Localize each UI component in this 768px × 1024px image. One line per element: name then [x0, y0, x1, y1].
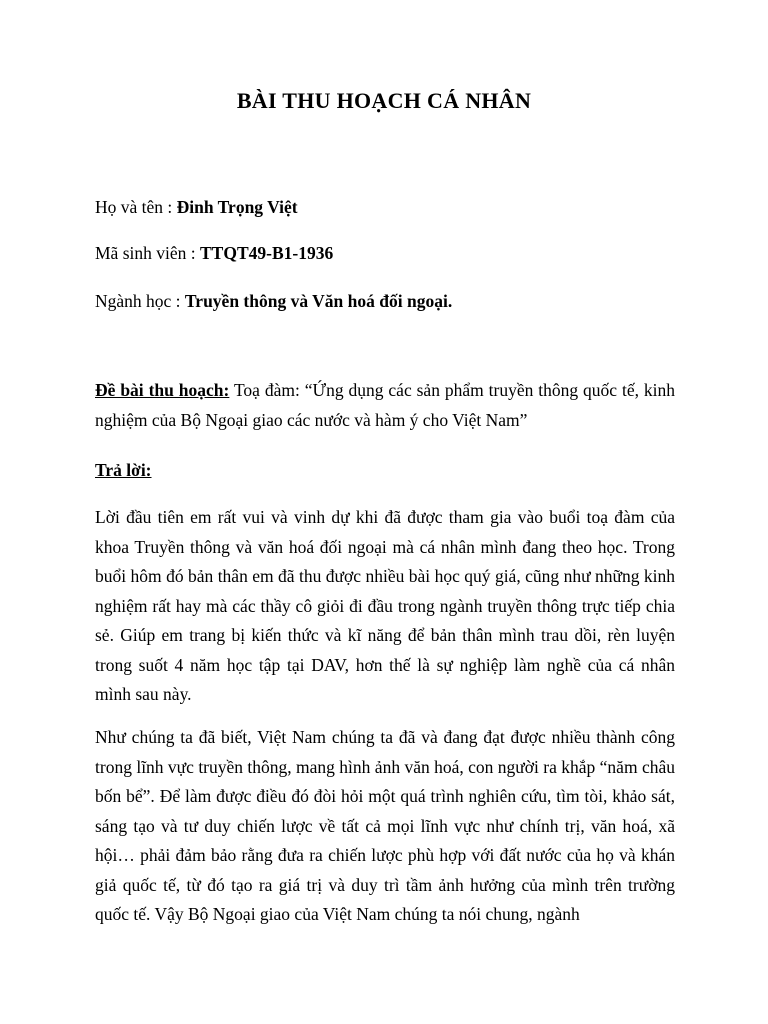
- topic-label: Đề bài thu hoạch:: [95, 380, 230, 400]
- student-major-line: [95, 291, 452, 312]
- student-name-label: Họ và tên :: [95, 197, 177, 217]
- document-title: BÀI THU HOẠCH CÁ NHÂN: [236, 88, 532, 113]
- student-name-value: Đinh Trọng Việt: [176, 197, 298, 217]
- student-id-value: TTQT49-B1-1936: [200, 243, 334, 263]
- assignment-topic: [95, 376, 675, 435]
- student-id-line: [95, 243, 333, 264]
- topic-text: Toạ đàm: “Ứng dụng các sản phẩm truyền thông quốc tế, kinh nghiệm của Bộ Ngoại giao các nước và hàm ý cho Việt Nam”: [95, 380, 675, 430]
- student-id-label: Mã sinh viên :: [95, 243, 200, 263]
- student-name-line: [95, 197, 298, 218]
- answer-heading: Trả lời:: [95, 460, 152, 480]
- body-paragraph: Lời đầu tiên em rất vui và vinh dự khi đã được tham gia vào buổi toạ đàm của khoa Truyền thông và văn hoá đối ngoại mà cá nhân mình đang theo học. Trong buổi hôm đó bản thân em đã thu được nhiều bài học quý giá, cũng như những kinh nghiệm rất hay mà các thầy cô giỏi đi đầu trong ngành truyền thông trực tiếp chia sẻ. Giúp em trang bị kiến thức và kĩ năng để bản thân mình trau dồi, rèn luyện trong suốt 4 năm học tập tại DAV, hơn thế là sự nghiệp làm nghề của cá nhân mình sau này.: [95, 507, 675, 704]
- student-major-label: Ngành học :: [95, 291, 185, 311]
- body-paragraph: Như chúng ta đã biết, Việt Nam chúng ta đã và đang đạt được nhiều thành công trong lĩnh vực truyền thông, mang hình ảnh văn hoá, con người ra khắp “năm châu bốn bể”. Để làm được điều đó đòi hỏi một quá trình nghiên cứu, tìm tòi, khảo sát, sáng tạo và tư duy chiến lược về tất cả mọi lĩnh vực như chính trị, văn hoá, xã hội… phải đảm bảo rằng đưa ra chiến lược phù hợp với đất nước của họ và khán giả quốc tế, từ đó tạo ra giá trị và duy trì tầm ảnh hưởng của mình trên trường quốc tế. Vậy Bộ Ngoại giao của Việt Nam chúng ta nói chung, ngành: [95, 727, 675, 924]
- student-major-value: Truyền thông và Văn hoá đối ngoại.: [184, 291, 453, 311]
